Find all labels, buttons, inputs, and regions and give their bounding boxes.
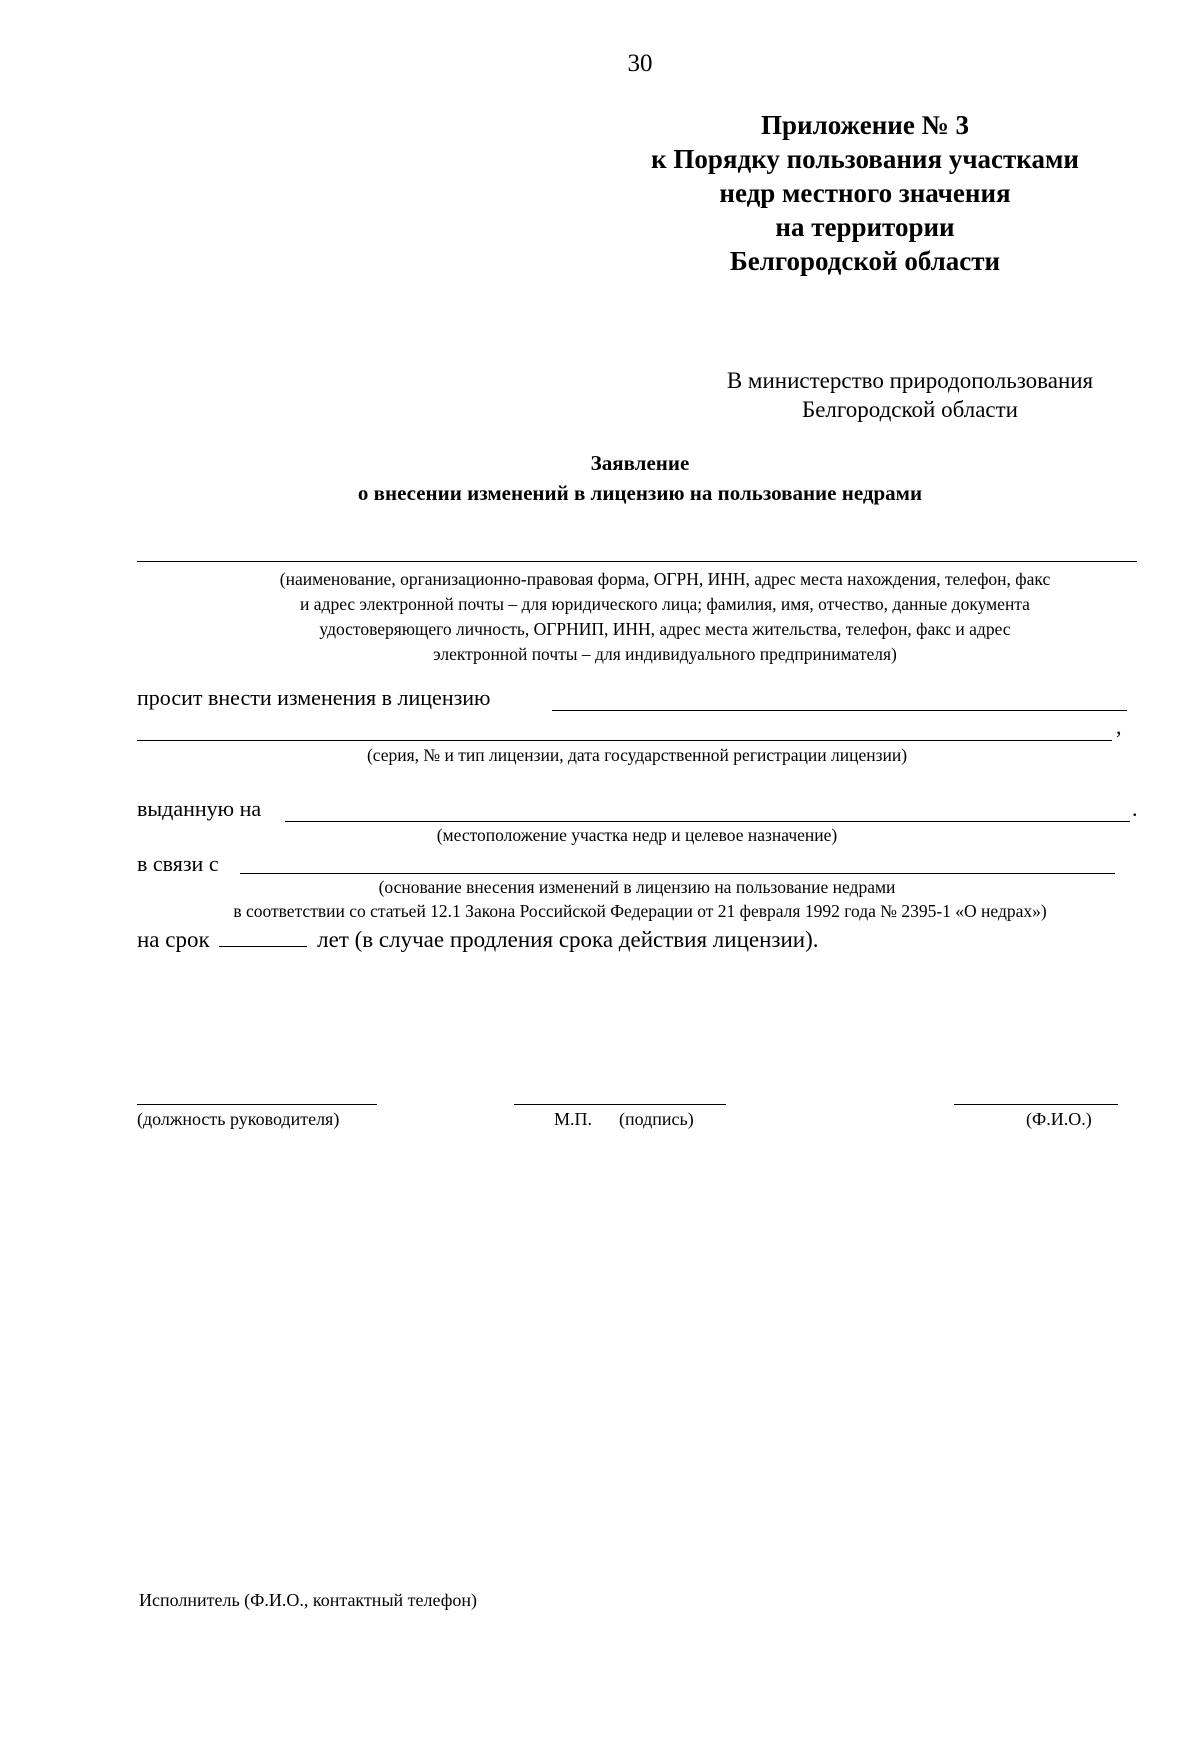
addressee-line-1: В министерство природопользования <box>726 368 1094 393</box>
name-signature-line[interactable] <box>954 1104 1118 1105</box>
executor-note: Исполнитель (Ф.И.О., контактный телефон) <box>139 1590 478 1610</box>
position-signature-line[interactable] <box>137 1104 377 1105</box>
term-label-suffix: лет (в случае продления срока действия лицензии). <box>317 927 819 952</box>
document-title <box>0 448 1200 508</box>
signature-line[interactable] <box>514 1104 726 1105</box>
reason-label: в связи с <box>137 851 219 876</box>
applicant-hint <box>190 567 1140 667</box>
position-label: (должность руководителя) <box>137 1109 340 1129</box>
addressee-line-2: Белгородской области <box>802 397 1018 422</box>
title-line-2: о внесении изменений в лицензию на пользование недрами <box>357 481 923 505</box>
applicant-hint-line-1: (наименование, организационно-правовая форма, ОГРН, ИНН, адрес места нахождения, телефон, факс <box>279 569 1051 589</box>
reason-hint-line-1: (основание внесения изменений в лицензию на пользование недрами <box>378 877 896 897</box>
term-years-field[interactable] <box>219 926 307 947</box>
applicant-field[interactable] <box>137 561 1137 562</box>
issued-for-field[interactable] <box>285 821 1130 822</box>
applicant-hint-line-4: электронной почты – для индивидуального предпринимателя) <box>433 644 897 664</box>
appendix-header <box>600 108 1130 278</box>
applicant-hint-line-2: и адрес электронной почты – для юридического лица; фамилия, имя, отчество, данные документа <box>300 594 1030 614</box>
stamp-label: М.П. <box>554 1109 593 1129</box>
appendix-line-3: недр местного значения <box>719 178 1011 208</box>
name-label: (Ф.И.О.) <box>1026 1109 1092 1129</box>
license-hint: (серия, № и тип лицензии, дата государственной регистрации лицензии) <box>366 745 908 765</box>
term-label-prefix: на срок <box>137 927 210 952</box>
page-number: 30 <box>627 50 653 77</box>
issued-for-label: выданную на <box>137 796 262 821</box>
appendix-line-4: на территории <box>775 212 955 242</box>
appendix-line-1: Приложение № 3 <box>761 110 969 140</box>
appendix-line-5: Белгородской области <box>729 246 1001 276</box>
term-row <box>137 926 819 953</box>
license-request-label: просит внести изменения в лицензию <box>137 685 491 710</box>
license-field[interactable] <box>552 710 1127 711</box>
license-trailing-comma: , <box>1116 714 1122 739</box>
appendix-line-2: к Порядку пользования участками <box>651 144 1079 174</box>
addressee <box>670 366 1150 424</box>
reason-hint-line-2: в соответствии со статьей 12.1 Закона Российской Федерации от 21 февраля 1992 года № 2395-1 «О недрах») <box>233 901 1047 921</box>
issued-for-trailing-period: . <box>1132 796 1138 821</box>
applicant-hint-line-3: удостоверяющего личность, ОГРНИП, ИНН, адрес места жительства, телефон, факс и адрес <box>319 619 1011 639</box>
reason-field[interactable] <box>240 873 1115 874</box>
issued-for-hint: (местоположение участка недр и целевое назначение) <box>436 825 838 845</box>
signature-label: (подпись) <box>619 1109 694 1129</box>
license-field-continuation[interactable] <box>137 740 1112 741</box>
title-line-1: Заявление <box>590 451 690 475</box>
